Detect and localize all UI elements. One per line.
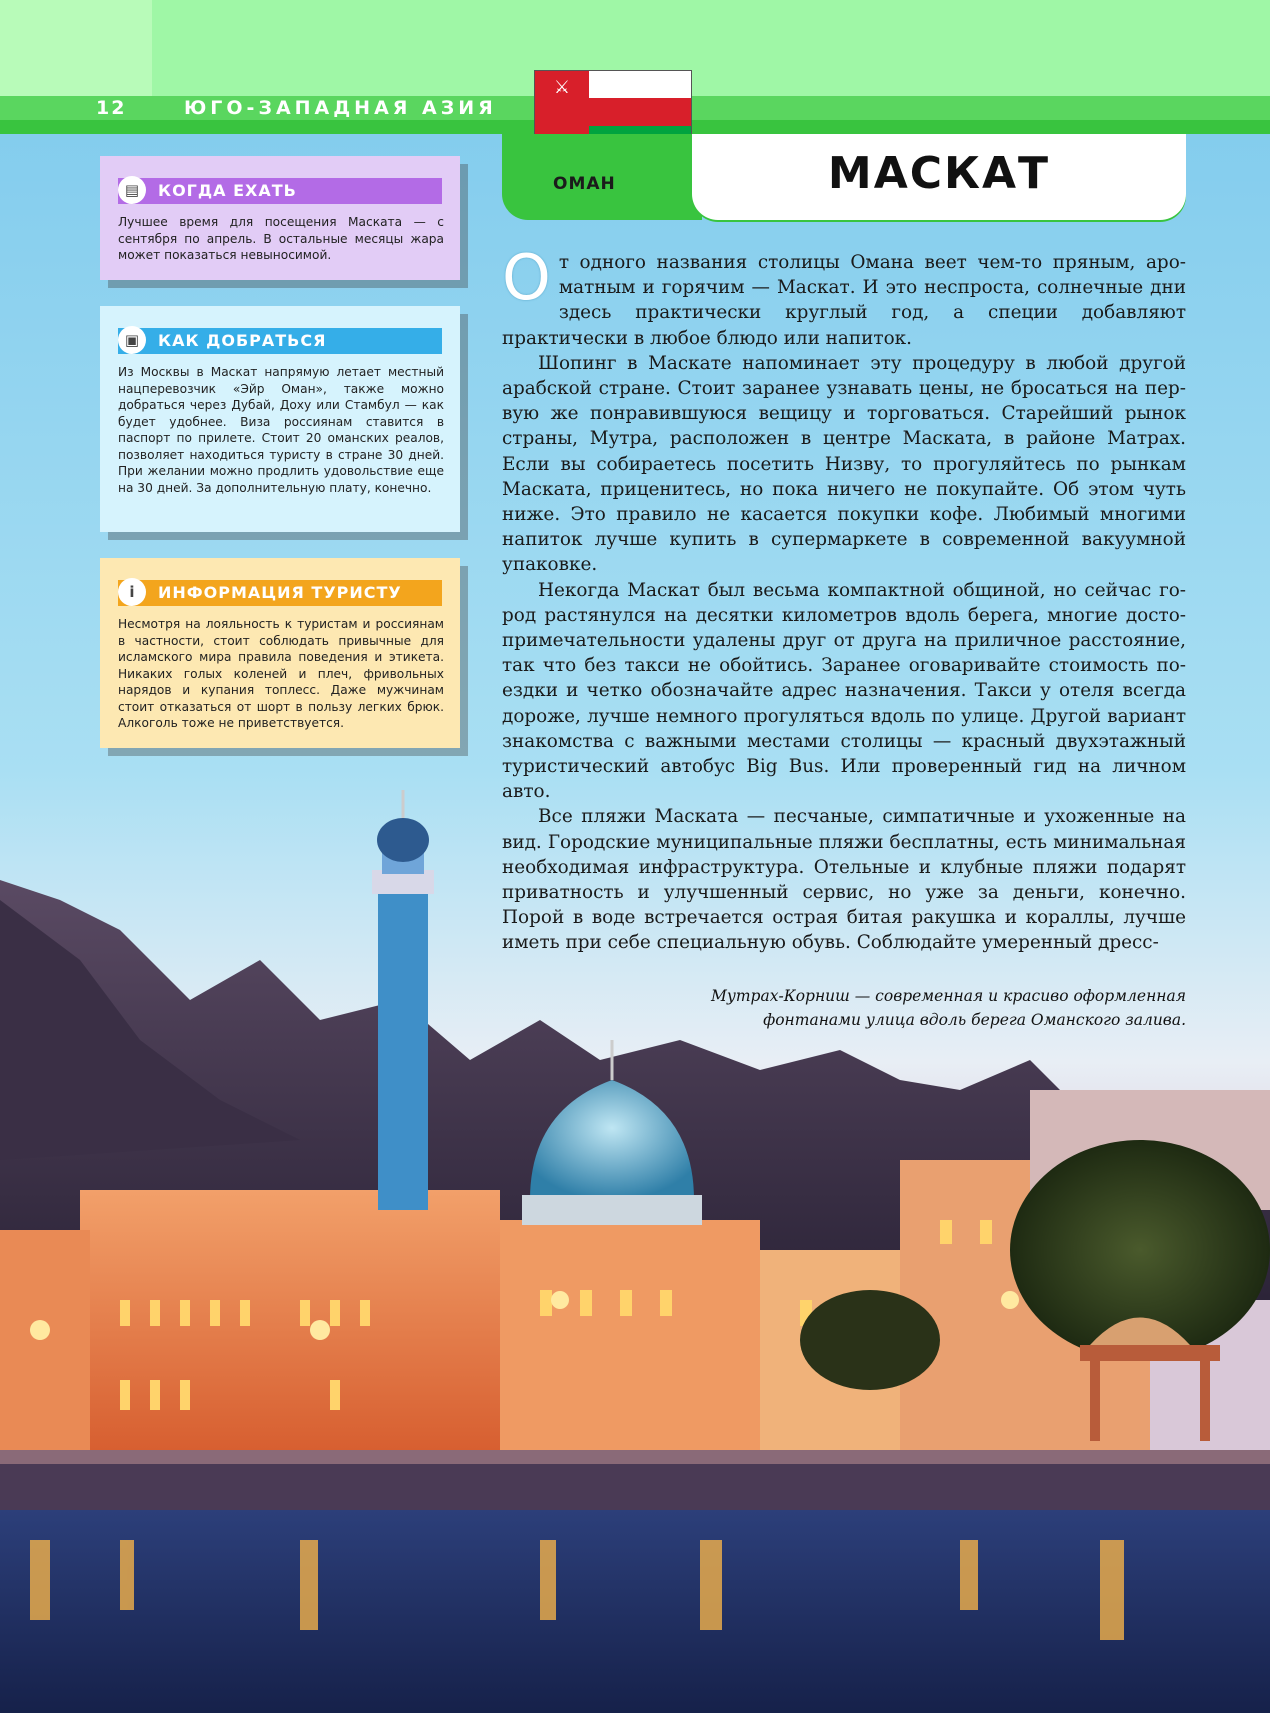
bus-icon: ▣ <box>118 326 146 354</box>
caption-line: Мутрах-Корниш — современная и красиво оформленная <box>711 987 1186 1005</box>
article-paragraph: Некогда Маскат был весьма компактной общиной, но сейчас город растянулся на десятки километров вдоль берега, многие достопримечательности удалены друг от друга на приличное расстояние, так что без такси не обойтись. Заранее оговаривайте стоимость поездки и четко обозначайте адрес назначения. Такси у отеля всегда дороже, лучше немного прогуляться вдоль по улице. Другой вариант знакомства с важными местами столицы — красный двухэтажный туристический автобус Big Bus. Или проверенный гид на личном авто. <box>502 579 1186 803</box>
page-number: 12 <box>96 97 127 119</box>
photo-caption <box>640 984 1186 1032</box>
how-to-get-box <box>100 306 460 532</box>
flag-red-stripe <box>589 98 691 126</box>
box-header <box>118 178 442 204</box>
drop-cap: О <box>502 241 551 314</box>
box-title: КАК ДОБРАТЬСЯ <box>158 331 327 350</box>
country-label: ОМАН <box>553 174 616 194</box>
box-title: ИНФОРМАЦИЯ ТУРИСТУ <box>158 583 402 602</box>
calendar-icon: ▤ <box>118 176 146 204</box>
when-to-go-box <box>100 156 460 280</box>
caption-line: фонтанами улица вдоль берега Оманского залива. <box>763 1011 1186 1029</box>
box-title: КОГДА ЕХАТЬ <box>158 181 297 200</box>
khanjar-emblem-icon: ⚔ <box>553 77 571 98</box>
city-title: МАСКАТ <box>827 148 1051 199</box>
box-header <box>118 328 442 354</box>
box-text: Лучшее время для посещения Маската — с сентября по апрель. В остальные месяцы жара может показаться невыносимой. <box>118 215 444 262</box>
article-paragraph <box>502 241 1186 351</box>
header-corner-block <box>0 0 152 96</box>
section-title: ЮГО-ЗАПАДНАЯ АЗИЯ <box>184 97 497 119</box>
article-body <box>502 241 1186 956</box>
article-paragraph: Шопинг в Маскате напоминает эту процедуру в любой другой арабской стране. Стоит заранее узнавать цены, не бросаться на первую же понравившуюся вещицу и торговаться. Старейший рынок страны, Мутра, расположен в центре Маската, в районе Матрах. Если вы собираетесь посетить Низву, то прогуляйтесь по рынкам Маската, приценитесь, но пока ничего не покупайте. Об этом чуть ниже. Это правило не касается покупки кофе. Любимый многими напиток лучше купить в супермаркете в современной вакуумной упаковке. <box>502 352 1186 576</box>
article-paragraph: Все пляжи Маската — песчаные, симпатичные и ухоженные на вид. Городские муниципальные пляжи бесплатны, есть минимальная необходимая инфраструктура. Отельные и клубные пляжи подарят приватность и улучшенный сервис, но уже за деньги, конечно. Порой в воде встречается острая битая ракушка и кораллы, лучше иметь при себе специальную обувь. Соблюдайте умеренный дресс- <box>502 806 1186 954</box>
box-header <box>118 580 442 606</box>
info-icon: i <box>118 578 146 606</box>
box-text: Из Москвы в Маскат напрямую летает местный нацперевозчик «Эйр Оман», также можно добраться через Дубай, Доху или Стамбул — как будет удобнее. Виза россиянам ставится в паспорт по прилете. Стоит 20 оманских реалов, позволяет находиться туристу в стране 30 дней. При желании можно продлить удовольствие еще на 30 дней. За дополнительную плату, конечно. <box>118 365 444 495</box>
box-text: Несмотря на лояльность к туристам и россиянам в частности, стоит соблюдать привычные для исламского мира правила поведения и этикета. Никаких голых коленей и плеч, фривольных нарядов и купания топлесс. Даже мужчинам стоит отказаться от шорт в пользу легких брюк. Алкоголь тоже не приветствуется. <box>118 617 444 730</box>
tourist-info-box <box>100 558 460 748</box>
paragraph-text: т одного названия столицы Омана веет чем-то пряным, ароматным и горячим — Маскат. И это неспроста, солнечные дни здесь практически круглый год, а специи добавляют практически в любое блюдо или напиток. <box>502 252 1186 349</box>
